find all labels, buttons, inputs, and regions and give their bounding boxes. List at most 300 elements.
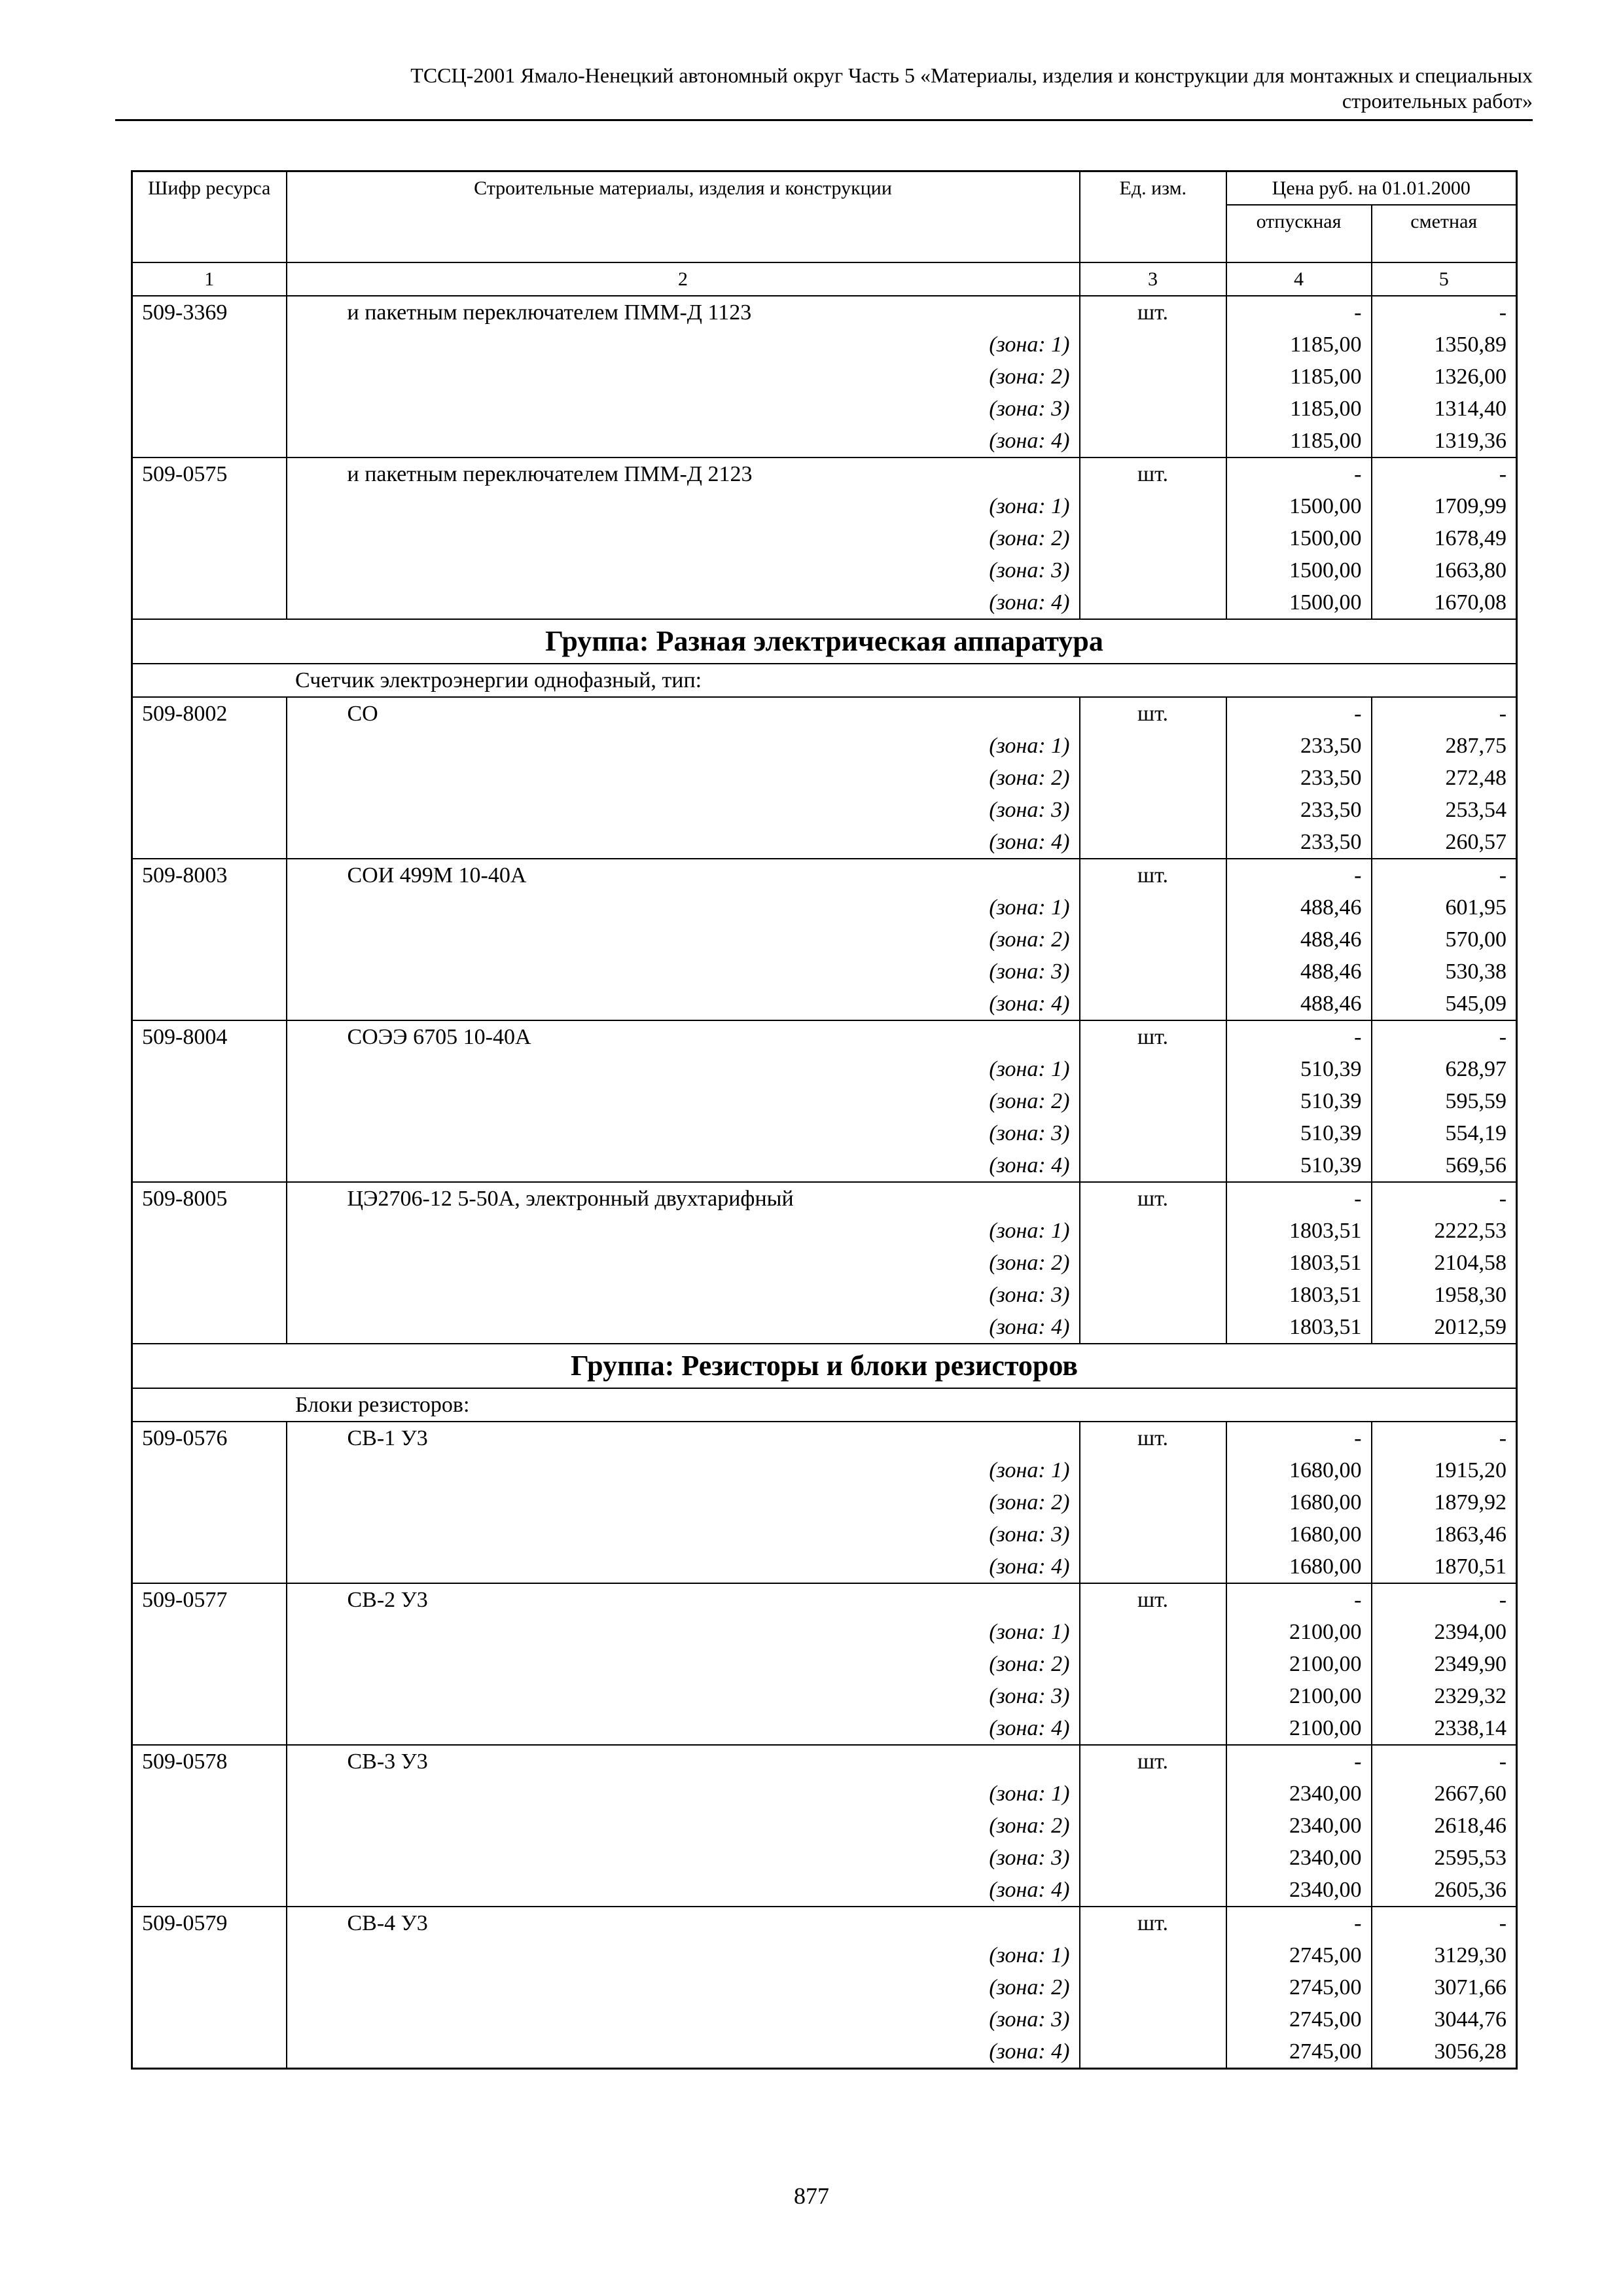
resource-code-empty (132, 730, 287, 762)
unit-empty (1080, 2003, 1226, 2036)
unit-empty (1080, 1616, 1226, 1648)
zone-row (132, 794, 1517, 826)
resource-code-empty (132, 1311, 287, 1344)
unit-empty (1080, 1712, 1226, 1745)
price-estimate: - (1372, 457, 1517, 490)
zone-price-estimate: 3071,66 (1372, 1971, 1517, 2003)
zone-row (132, 1842, 1517, 1874)
zone-row (132, 1149, 1517, 1182)
unit-empty (1080, 1117, 1226, 1149)
zone-price-estimate: 545,09 (1372, 988, 1517, 1020)
zone-label: (зона: 1) (287, 891, 1080, 924)
zone-row (132, 956, 1517, 988)
zone-price-release: 488,46 (1226, 988, 1372, 1020)
unit-empty (1080, 2036, 1226, 2069)
zone-row (132, 924, 1517, 956)
resource-code-empty (132, 554, 287, 586)
zone-price-release: 1803,51 (1226, 1279, 1372, 1311)
price-estimate: - (1372, 1745, 1517, 1778)
zone-label: (зона: 1) (287, 1454, 1080, 1486)
zone-label: (зона: 1) (287, 730, 1080, 762)
zone-price-release: 1680,00 (1226, 1454, 1372, 1486)
table-row (132, 1182, 1517, 1215)
zone-price-release: 233,50 (1226, 826, 1372, 859)
item-name: СВ-1 У3 (287, 1422, 1080, 1454)
zone-label: (зона: 4) (287, 2036, 1080, 2069)
price-estimate: - (1372, 697, 1517, 730)
unit-empty (1080, 1778, 1226, 1810)
zone-price-estimate: 1958,30 (1372, 1279, 1517, 1311)
zone-price-release: 1803,51 (1226, 1311, 1372, 1344)
zone-price-estimate: 1709,99 (1372, 490, 1517, 522)
zone-price-estimate: 3129,30 (1372, 1939, 1517, 1971)
zone-price-estimate: 3044,76 (1372, 2003, 1517, 2036)
unit-empty (1080, 490, 1226, 522)
zone-label: (зона: 1) (287, 1939, 1080, 1971)
zone-label: (зона: 3) (287, 1842, 1080, 1874)
page-header-line-1: ТССЦ-2001 Ямало-Ненецкий автономный округ Часть 5 «Материалы, изделия и конструкции для монтажных и специальных (410, 63, 1533, 87)
price-release: - (1226, 1583, 1372, 1616)
zone-price-estimate: 260,57 (1372, 826, 1517, 859)
column-number-4: 4 (1226, 262, 1372, 296)
zone-price-release: 2745,00 (1226, 1971, 1372, 2003)
item-name: СВ-2 У3 (287, 1583, 1080, 1616)
header-price-group: Цена руб. на 01.01.2000 (1226, 171, 1517, 206)
resource-code-empty (132, 1117, 287, 1149)
unit: шт. (1080, 1907, 1226, 1939)
resource-code-empty (132, 586, 287, 619)
zone-row (132, 1215, 1517, 1247)
zone-label: (зона: 4) (287, 826, 1080, 859)
zone-price-estimate: 2667,60 (1372, 1778, 1517, 1810)
resource-code-empty (132, 988, 287, 1020)
price-release: - (1226, 697, 1372, 730)
zone-label: (зона: 2) (287, 762, 1080, 794)
resource-code-empty (132, 1842, 287, 1874)
zone-row (132, 762, 1517, 794)
page-header (115, 63, 1533, 114)
unit-empty (1080, 361, 1226, 393)
zone-row (132, 1648, 1517, 1680)
resource-code-empty (132, 393, 287, 425)
unit: шт. (1080, 859, 1226, 891)
zone-label: (зона: 1) (287, 1778, 1080, 1810)
unit-empty (1080, 1680, 1226, 1712)
unit-empty (1080, 1486, 1226, 1518)
zone-label: (зона: 1) (287, 1053, 1080, 1085)
resource-code-empty (132, 1454, 287, 1486)
zone-price-estimate: 272,48 (1372, 762, 1517, 794)
unit-empty (1080, 1215, 1226, 1247)
group-row (132, 1344, 1517, 1388)
price-estimate: - (1372, 1182, 1517, 1215)
zone-price-release: 2100,00 (1226, 1648, 1372, 1680)
zone-row (132, 988, 1517, 1020)
zone-label: (зона: 2) (287, 1486, 1080, 1518)
price-release: - (1226, 859, 1372, 891)
unit-empty (1080, 1247, 1226, 1279)
zone-row (132, 1518, 1517, 1551)
zone-label: (зона: 1) (287, 1616, 1080, 1648)
subgroup-title: Блоки резисторов: (132, 1388, 1517, 1422)
resource-code: 509-8002 (132, 697, 287, 730)
resource-code-empty (132, 1874, 287, 1907)
zone-price-release: 233,50 (1226, 762, 1372, 794)
item-name: ЦЭ2706-12 5-50А, электронный двухтарифный (287, 1182, 1080, 1215)
unit-empty (1080, 1874, 1226, 1907)
zone-price-estimate: 3056,28 (1372, 2036, 1517, 2069)
price-release: - (1226, 296, 1372, 329)
unit-empty (1080, 730, 1226, 762)
column-number-3: 3 (1080, 262, 1226, 296)
zone-row (132, 1939, 1517, 1971)
resource-code-empty (132, 956, 287, 988)
zone-price-release: 510,39 (1226, 1117, 1372, 1149)
zone-price-estimate: 253,54 (1372, 794, 1517, 826)
zone-label: (зона: 3) (287, 1680, 1080, 1712)
zone-price-estimate: 2595,53 (1372, 1842, 1517, 1874)
zone-price-release: 2745,00 (1226, 1939, 1372, 1971)
zone-row (132, 1712, 1517, 1745)
resource-code-empty (132, 1279, 287, 1311)
zone-price-estimate: 1670,08 (1372, 586, 1517, 619)
zone-label: (зона: 3) (287, 1518, 1080, 1551)
unit: шт. (1080, 1745, 1226, 1778)
unit: шт. (1080, 1182, 1226, 1215)
price-estimate: - (1372, 859, 1517, 891)
zone-price-release: 2745,00 (1226, 2036, 1372, 2069)
zone-row (132, 361, 1517, 393)
zone-price-estimate: 595,59 (1372, 1085, 1517, 1117)
zone-price-release: 510,39 (1226, 1085, 1372, 1117)
zone-row (132, 1551, 1517, 1583)
zone-price-release: 2340,00 (1226, 1842, 1372, 1874)
zone-price-release: 510,39 (1226, 1149, 1372, 1182)
zone-price-release: 488,46 (1226, 956, 1372, 988)
unit-empty (1080, 1648, 1226, 1680)
zone-label: (зона: 2) (287, 1648, 1080, 1680)
item-name: СОЭЭ 6705 10-40А (287, 1020, 1080, 1053)
header-name: Строительные материалы, изделия и конструкции (287, 171, 1080, 263)
zone-price-release: 488,46 (1226, 891, 1372, 924)
zone-row (132, 1971, 1517, 2003)
resource-code-empty (132, 1551, 287, 1583)
zone-price-estimate: 570,00 (1372, 924, 1517, 956)
resource-code: 509-3369 (132, 296, 287, 329)
zone-label: (зона: 2) (287, 1971, 1080, 2003)
resource-code-empty (132, 1939, 287, 1971)
item-name: СВ-3 У3 (287, 1745, 1080, 1778)
unit-empty (1080, 1085, 1226, 1117)
zone-price-release: 2100,00 (1226, 1680, 1372, 1712)
zone-price-estimate: 2338,14 (1372, 1712, 1517, 1745)
zone-row (132, 1279, 1517, 1311)
unit: шт. (1080, 457, 1226, 490)
column-number-1: 1 (132, 262, 287, 296)
zone-price-estimate: 2618,46 (1372, 1810, 1517, 1842)
zone-price-release: 2340,00 (1226, 1810, 1372, 1842)
price-estimate: - (1372, 1583, 1517, 1616)
table-row (132, 1907, 1517, 1939)
unit: шт. (1080, 1020, 1226, 1053)
resource-code-empty (132, 891, 287, 924)
zone-row (132, 586, 1517, 619)
table-row (132, 457, 1517, 490)
zone-price-release: 1185,00 (1226, 361, 1372, 393)
price-estimate: - (1372, 1907, 1517, 1939)
zone-label: (зона: 3) (287, 1117, 1080, 1149)
zone-row (132, 2003, 1517, 2036)
zone-label: (зона: 4) (287, 1311, 1080, 1344)
zone-label: (зона: 1) (287, 329, 1080, 361)
zone-price-estimate: 2394,00 (1372, 1616, 1517, 1648)
resource-code-empty (132, 1971, 287, 2003)
resource-code-empty (132, 1085, 287, 1117)
zone-price-release: 2100,00 (1226, 1616, 1372, 1648)
price-estimate: - (1372, 1422, 1517, 1454)
resource-code-empty (132, 1215, 287, 1247)
group-title: Группа: Резисторы и блоки резисторов (132, 1344, 1517, 1388)
zone-label: (зона: 3) (287, 794, 1080, 826)
header-rule (115, 119, 1533, 121)
zone-row (132, 1486, 1517, 1518)
zone-price-estimate: 2329,32 (1372, 1680, 1517, 1712)
zone-price-estimate: 530,38 (1372, 956, 1517, 988)
unit: шт. (1080, 296, 1226, 329)
price-release: - (1226, 1182, 1372, 1215)
zone-price-release: 1680,00 (1226, 1518, 1372, 1551)
price-release: - (1226, 457, 1372, 490)
zone-price-estimate: 2104,58 (1372, 1247, 1517, 1279)
unit-empty (1080, 891, 1226, 924)
zone-row (132, 1053, 1517, 1085)
item-name: СОИ 499М 10-40А (287, 859, 1080, 891)
zone-label: (зона: 2) (287, 361, 1080, 393)
zone-row (132, 425, 1517, 457)
resource-code: 509-0579 (132, 1907, 287, 1939)
unit-empty (1080, 1551, 1226, 1583)
zone-label: (зона: 2) (287, 924, 1080, 956)
resource-code: 509-8004 (132, 1020, 287, 1053)
table-row (132, 1745, 1517, 1778)
zone-price-release: 1185,00 (1226, 393, 1372, 425)
unit-empty (1080, 393, 1226, 425)
zone-price-release: 1680,00 (1226, 1551, 1372, 1583)
resource-code-empty (132, 2036, 287, 2069)
zone-row (132, 826, 1517, 859)
price-table (131, 170, 1518, 2070)
table-row (132, 1422, 1517, 1454)
resource-code: 509-8005 (132, 1182, 287, 1215)
unit-empty (1080, 586, 1226, 619)
zone-price-estimate: 1326,00 (1372, 361, 1517, 393)
zone-price-estimate: 628,97 (1372, 1053, 1517, 1085)
zone-row (132, 329, 1517, 361)
zone-label: (зона: 4) (287, 1551, 1080, 1583)
zone-row (132, 1247, 1517, 1279)
zone-price-estimate: 2222,53 (1372, 1215, 1517, 1247)
resource-code-empty (132, 924, 287, 956)
zone-price-release: 1500,00 (1226, 522, 1372, 554)
zone-row (132, 490, 1517, 522)
table-row (132, 859, 1517, 891)
unit-empty (1080, 826, 1226, 859)
unit-empty (1080, 522, 1226, 554)
unit-empty (1080, 1454, 1226, 1486)
zone-price-estimate: 2012,59 (1372, 1311, 1517, 1344)
zone-label: (зона: 2) (287, 522, 1080, 554)
resource-code: 509-8003 (132, 859, 287, 891)
unit-empty (1080, 1971, 1226, 2003)
zone-row (132, 554, 1517, 586)
zone-price-estimate: 1663,80 (1372, 554, 1517, 586)
table-body (132, 296, 1517, 2069)
zone-label: (зона: 4) (287, 586, 1080, 619)
group-row (132, 619, 1517, 664)
zone-price-estimate: 554,19 (1372, 1117, 1517, 1149)
zone-price-release: 2340,00 (1226, 1874, 1372, 1907)
zone-label: (зона: 2) (287, 1085, 1080, 1117)
zone-price-release: 233,50 (1226, 794, 1372, 826)
zone-label: (зона: 4) (287, 988, 1080, 1020)
unit-empty (1080, 1518, 1226, 1551)
resource-code-empty (132, 1712, 287, 1745)
resource-code-empty (132, 794, 287, 826)
unit-empty (1080, 1053, 1226, 1085)
unit-empty (1080, 1810, 1226, 1842)
resource-code-empty (132, 490, 287, 522)
unit: шт. (1080, 1422, 1226, 1454)
zone-price-release: 1803,51 (1226, 1247, 1372, 1279)
zone-row (132, 1680, 1517, 1712)
resource-code-empty (132, 1247, 287, 1279)
zone-price-estimate: 1863,46 (1372, 1518, 1517, 1551)
column-number-2: 2 (287, 262, 1080, 296)
unit-empty (1080, 1279, 1226, 1311)
unit-empty (1080, 924, 1226, 956)
zone-price-estimate: 1350,89 (1372, 329, 1517, 361)
zone-price-estimate: 2605,36 (1372, 1874, 1517, 1907)
zone-label: (зона: 3) (287, 393, 1080, 425)
zone-label: (зона: 3) (287, 1279, 1080, 1311)
zone-price-estimate: 287,75 (1372, 730, 1517, 762)
unit-empty (1080, 1149, 1226, 1182)
resource-code: 509-0577 (132, 1583, 287, 1616)
zone-row (132, 730, 1517, 762)
resource-code-empty (132, 1486, 287, 1518)
unit: шт. (1080, 697, 1226, 730)
price-estimate: - (1372, 296, 1517, 329)
price-release: - (1226, 1745, 1372, 1778)
zone-label: (зона: 3) (287, 554, 1080, 586)
resource-code: 509-0578 (132, 1745, 287, 1778)
resource-code-empty (132, 1149, 287, 1182)
header-unit: Ед. изм. (1080, 171, 1226, 263)
subgroup-title: Счетчик электроэнергии однофазный, тип: (132, 664, 1517, 697)
header-code: Шифр ресурса (132, 171, 287, 263)
price-release: - (1226, 1907, 1372, 1939)
zone-label: (зона: 4) (287, 1149, 1080, 1182)
zone-row (132, 1311, 1517, 1344)
page-header-line-2: строительных работ» (1342, 89, 1533, 113)
table-row (132, 1020, 1517, 1053)
zone-row (132, 1616, 1517, 1648)
zone-price-estimate: 1879,92 (1372, 1486, 1517, 1518)
unit-empty (1080, 1842, 1226, 1874)
zone-label: (зона: 2) (287, 1247, 1080, 1279)
item-name: СО (287, 697, 1080, 730)
unit-empty (1080, 425, 1226, 457)
unit-empty (1080, 956, 1226, 988)
zone-price-estimate: 601,95 (1372, 891, 1517, 924)
zone-price-release: 488,46 (1226, 924, 1372, 956)
table-row (132, 1583, 1517, 1616)
zone-label: (зона: 4) (287, 1712, 1080, 1745)
zone-price-release: 2100,00 (1226, 1712, 1372, 1745)
zone-price-release: 1500,00 (1226, 586, 1372, 619)
resource-code-empty (132, 522, 287, 554)
unit-empty (1080, 988, 1226, 1020)
group-title: Группа: Разная электрическая аппаратура (132, 619, 1517, 664)
resource-code-empty (132, 329, 287, 361)
zone-label: (зона: 1) (287, 490, 1080, 522)
unit-empty (1080, 329, 1226, 361)
price-release: - (1226, 1422, 1372, 1454)
resource-code: 509-0575 (132, 457, 287, 490)
table-row (132, 697, 1517, 730)
resource-code-empty (132, 1518, 287, 1551)
zone-price-release: 510,39 (1226, 1053, 1372, 1085)
resource-code-empty (132, 762, 287, 794)
resource-code-empty (132, 425, 287, 457)
unit-empty (1080, 762, 1226, 794)
header-price-release: отпускная (1226, 205, 1372, 262)
zone-price-estimate: 1314,40 (1372, 393, 1517, 425)
subgroup-row (132, 664, 1517, 697)
resource-code-empty (132, 1680, 287, 1712)
item-name: СВ-4 У3 (287, 1907, 1080, 1939)
zone-price-estimate: 1915,20 (1372, 1454, 1517, 1486)
unit-empty (1080, 794, 1226, 826)
zone-price-release: 1500,00 (1226, 490, 1372, 522)
zone-price-release: 1185,00 (1226, 425, 1372, 457)
item-name: и пакетным переключателем ПММ-Д 2123 (287, 457, 1080, 490)
zone-price-release: 1680,00 (1226, 1486, 1372, 1518)
zone-price-release: 233,50 (1226, 730, 1372, 762)
zone-label: (зона: 3) (287, 2003, 1080, 2036)
zone-row (132, 1117, 1517, 1149)
price-release: - (1226, 1020, 1372, 1053)
zone-price-estimate: 1678,49 (1372, 522, 1517, 554)
resource-code-empty (132, 826, 287, 859)
zone-row (132, 393, 1517, 425)
zone-row (132, 2036, 1517, 2069)
zone-row (132, 1454, 1517, 1486)
zone-row (132, 891, 1517, 924)
zone-label: (зона: 3) (287, 956, 1080, 988)
unit-empty (1080, 1939, 1226, 1971)
price-estimate: - (1372, 1020, 1517, 1053)
resource-code-empty (132, 2003, 287, 2036)
table-row (132, 296, 1517, 329)
zone-row (132, 1778, 1517, 1810)
zone-price-estimate: 1319,36 (1372, 425, 1517, 457)
resource-code-empty (132, 1778, 287, 1810)
unit: шт. (1080, 1583, 1226, 1616)
zone-price-release: 1500,00 (1226, 554, 1372, 586)
page-number: 877 (794, 2183, 829, 2209)
resource-code: 509-0576 (132, 1422, 287, 1454)
